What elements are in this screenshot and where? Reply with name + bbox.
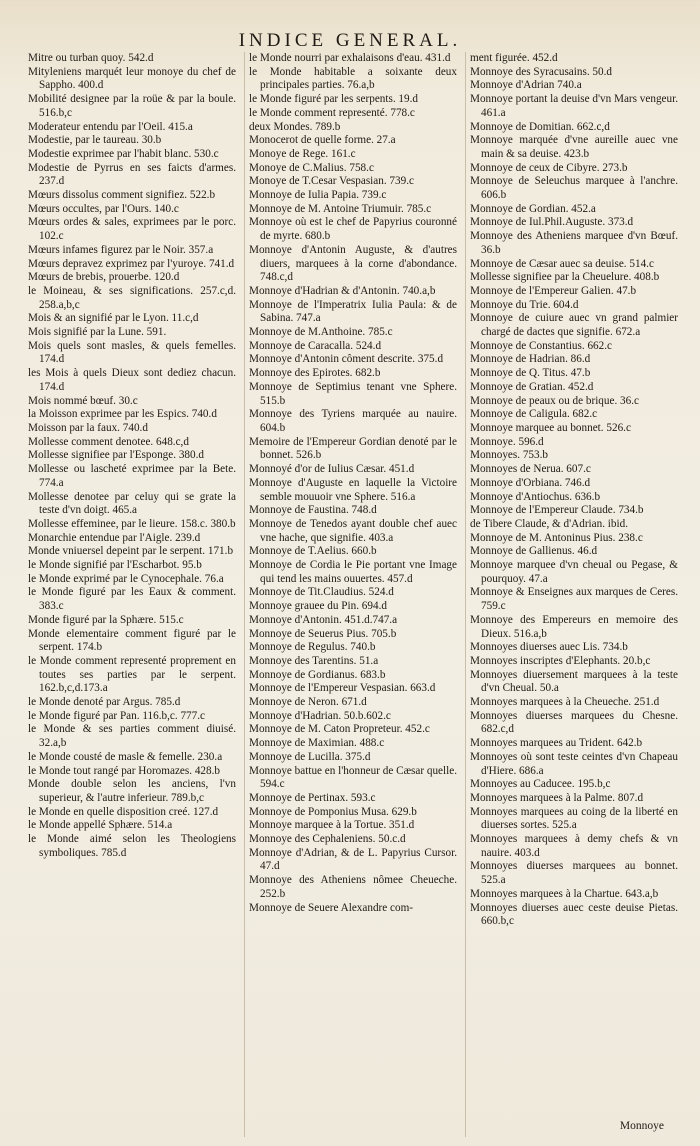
index-entry: Monnoye marquee à la Tortue. 351.d: [249, 819, 415, 832]
index-entry: Monnoye du Trie. 604.d: [470, 298, 579, 311]
index-entry: Monnoye d'Auguste en laquelle la Victoire semble mouuoir vne Sphere. 516.a: [249, 476, 457, 503]
index-entry: Monnoye où est le chef de Papyrius couronné de myrte. 680.b: [249, 216, 457, 243]
index-entry: Mollesse effeminee, par le lieure. 158.c. 380.b: [28, 517, 236, 530]
index-entry: Mois quels sont masles, & quels femelles. 174.d: [28, 339, 236, 366]
index-entry: Monnoye marquee d'vn cheual ou Pegase, & pourquoy. 47.a: [470, 559, 678, 585]
index-entry: Monnoye de Pertinax. 593.c: [249, 791, 376, 804]
index-entry: Monnoye de ceux de Cibyre. 273.b: [470, 161, 628, 174]
index-entry: Monnoye de Domitian. 662.c,d: [470, 120, 610, 133]
index-entry: le Monde exprimé par le Cynocephale. 76.a: [28, 572, 224, 585]
index-entry: Monnoye marquee au bonnet. 526.c: [470, 421, 631, 434]
index-column-left: [28, 52, 236, 1137]
page-title: INDICE GENERAL.: [238, 30, 462, 51]
index-entry: Monde figuré par la Sphære. 515.c: [28, 613, 184, 626]
index-entry: Monnoye de cuiure auec vn grand palmier chargé de dactes que signifie. 672.a: [470, 312, 678, 339]
index-entry: le Monde denoté par Argus. 785.d: [28, 696, 181, 709]
index-entry: Monnoye de M. Antoine Triumuir. 785.c: [249, 202, 432, 215]
index-entry: Monnoye de Gallienus. 46.d: [470, 545, 598, 558]
index-entry: Monnoye de Regulus. 740.b: [249, 641, 376, 654]
index-entry: Monnoye de Iul.Phil.Auguste. 373.d: [470, 216, 634, 229]
index-entry: Memoire de l'Empereur Gordian denoté par le bonnet. 526.b: [249, 435, 457, 462]
index-entry: le Monde & ses parties comment diuisé. 32.a,b: [28, 723, 236, 750]
index-entry: Monnoye de Caracalla. 524.d: [249, 339, 382, 352]
index-entry: Monnoye de Q. Titus. 47.b: [470, 367, 591, 380]
index-entry: Monnoye d'Hadrian & d'Antonin. 740.a,b: [249, 284, 436, 297]
index-entry: le Monde nourri par exhalaisons d'eau. 431.d: [249, 52, 451, 64]
index-entry: Monnoye de M.Anthoine. 785.c: [249, 326, 393, 339]
index-entry: Monnoye de M. Caton Propreteur. 452.c: [249, 723, 430, 736]
index-entry: Monnoyes marquees au coing de la liberté en diuerses sortes. 525.a: [470, 805, 678, 832]
index-entry: de Tibere Claude, & d'Adrian. ibid.: [470, 517, 629, 530]
index-entry: Monnoye de Cæsar auec sa deuise. 514.c: [470, 257, 654, 270]
index-entry: le Monde figuré par les serpents. 19.d: [249, 93, 419, 106]
catchword: Monnoye: [619, 1120, 664, 1132]
index-entry: Monnoye & Enseignes aux marques de Ceres. 759.c: [470, 586, 678, 613]
index-entry: Mœurs de brebis, prouerbe. 120.d: [28, 271, 180, 284]
index-entry: Mois nommé bœuf. 30.c: [28, 394, 138, 407]
index-column-middle: [244, 52, 457, 1137]
index-entry: Monnoye de Neron. 671.d: [249, 696, 367, 709]
index-entry: Monoye de Rege. 161.c: [249, 147, 356, 160]
index-entry: Mois & an signifié par le Lyon. 11.c,d: [28, 312, 199, 325]
index-entry: Mœurs dissolus comment signifiez. 522.b: [28, 189, 216, 202]
index-entry: Mobilité designee par la roüe & par la boule. 516.b,c: [28, 93, 236, 119]
index-entry: Monde double selon les anciens, l'vn superieur, & l'autre inferieur. 789.b,c: [28, 778, 236, 804]
index-entry: Monnoye de l'Imperatrix Iulia Paula: & de Sabina. 747.a: [249, 298, 457, 325]
index-entry: Monnoye de T.Aelius. 660.b: [249, 545, 377, 558]
index-entry: Monarchie entendue par l'Aigle. 239.d: [28, 531, 201, 544]
index-entry: Monnoye des Epirotes. 682.b: [249, 367, 381, 380]
index-entry: Monnoye de Gratian. 452.d: [470, 380, 594, 393]
index-entry: Monnoye de M. Antoninus Pius. 238.c: [470, 531, 643, 544]
index-entry: le Monde comment representé. 778.c: [249, 106, 415, 119]
index-entry: Monnoye de Pomponius Musa. 629.b: [249, 805, 417, 818]
index-entry: le Monde en quelle disposition creé. 127.d: [28, 805, 219, 818]
index-entry: Monnoye de Lucilla. 375.d: [249, 750, 371, 763]
index-entry: Monnoye des Syracusains. 50.d: [470, 65, 613, 78]
index-entry: le Monde figuré par Pan. 116.b,c. 777.c: [28, 709, 205, 722]
index-entry: Monnoye de Constantius. 662.c: [470, 339, 613, 352]
index-entry: Monde elementaire comment figuré par le serpent. 174.b: [28, 627, 236, 654]
index-entry: Monnoye d'Orbiana. 746.d: [470, 476, 591, 489]
index-entry: Monnoye. 596.d: [470, 435, 544, 448]
index-entry: Monnoye de Faustina. 748.d: [249, 504, 377, 517]
index-entry: les Mois à quels Dieux sont dediez chacun. 174.d: [28, 367, 236, 393]
index-entry: Mœurs infames figurez par le Noir. 357.a: [28, 243, 214, 256]
index-entry: Mœurs depravez exprimez par l'yuroye. 741.d: [28, 257, 235, 270]
index-entry: Monnoyes au Caducee. 195.b,c: [470, 778, 611, 791]
index-entry: Monnoyes marquees à la Cheueche. 251.d: [470, 696, 660, 709]
index-entry: Monnoyes. 753.b: [470, 449, 549, 462]
index-entry: Monnoye marquée d'vne aureille auec vne main & sa deuise. 423.b: [470, 134, 678, 160]
index-entry: Mollesse denotee par celuy qui se grate la teste d'vn doigt. 465.a: [28, 490, 236, 517]
index-entry: Monnoye de Tit.Claudius. 524.d: [249, 586, 394, 599]
index-entry: Mœurs occultes, par l'Ours. 140.c: [28, 202, 179, 215]
index-entry: Monnoye des Tarentins. 51.a: [249, 654, 379, 667]
index-entry: Mollesse signifiee par l'Esponge. 380.d: [28, 449, 205, 462]
index-entry: le Monde tout rangé par Horomazes. 428.b: [28, 764, 220, 777]
index-entry: Monnoye de l'Empereur Galien. 47.b: [470, 284, 637, 297]
index-entry: le Monde aimé selon les Theologiens symboliques. 785.d: [28, 833, 236, 859]
index-entry: Monnoye d'Adrian, & de L. Papyrius Cursor. 47.d: [249, 846, 457, 873]
index-entry: Modestie de Pyrrus en ses faicts d'armes. 237.d: [28, 161, 236, 188]
index-entry: Mois signifié par la Lune. 591.: [28, 326, 167, 339]
index-entry: le Monde appellé Sphære. 514.a: [28, 819, 173, 832]
index-entry: Monnoye battue en l'honneur de Cæsar quelle. 594.c: [249, 764, 457, 791]
index-entry: Monnoyes diuerses auec Lis. 734.b: [470, 641, 628, 654]
index-entry: Monoye de C.Malius. 758.c: [249, 161, 374, 174]
index-entry: deux Mondes. 789.b: [249, 120, 341, 133]
index-entry: Monnoye de Caligula. 682.c: [470, 408, 598, 421]
index-entry: Monnoye portant la deuise d'vn Mars vengeur. 461.a: [470, 93, 678, 119]
index-entry: Monnoyes marquees à la Palme. 807.d: [470, 791, 644, 804]
index-entry: Modestie exprimee par l'habit blanc. 530.c: [28, 147, 219, 160]
index-entry: Monnoye de Maximian. 488.c: [249, 737, 385, 750]
index-entry: Monnoye d'Antonin. 451.d.747.a: [249, 613, 398, 626]
index-entry: Monnoye d'Antonin Auguste, & d'autres diuers, marquees à la corne d'abondance. 748.c,d: [249, 243, 457, 284]
index-entry: Monnoye des Empereurs en memoire des Dieux. 516.a,b: [470, 613, 678, 640]
index-entry: Monnoyes inscriptes d'Elephants. 20.b,c: [470, 654, 651, 667]
index-entry: Monnoyé d'or de Iulius Cæsar. 451.d: [249, 463, 415, 476]
index-entry: Monnoye d'Hadrian. 50.b.602.c: [249, 709, 391, 722]
index-entry: le Monde signifié par l'Escharbot. 95.b: [28, 559, 202, 572]
index-entry: Monoye de T.Cesar Vespasian. 739.c: [249, 175, 414, 188]
index-entry: Monnoye de Cordia le Pie portant vne Image qui tend les mains ouuertes. 457.d: [249, 559, 457, 585]
index-entry: Mollesse ou lascheté exprimee par la Bete. 774.a: [28, 463, 236, 489]
index-entry: Mityleniens marquét leur monoye du chef de Sappho. 400.d: [28, 65, 236, 92]
index-entry: le Monde cousté de masle & femelle. 230.a: [28, 750, 223, 763]
index-entry: Monnoye de Tenedos ayant double chef auec vne hache, que signifie. 403.a: [249, 517, 457, 544]
index-entry: Monnoye de Hadrian. 86.d: [470, 353, 591, 366]
index-entry: Monde vniuersel depeint par le serpent. 171.b: [28, 545, 234, 558]
index-entry: Monnoye de Iulia Papia. 739.c: [249, 189, 387, 202]
index-entry: Monnoye de Gordian. 452.a: [470, 202, 596, 215]
index-entry: Monnoye des Atheniens marquee d'vn Bœuf. 36.b: [470, 230, 678, 256]
index-entry: Monnoyes de Nerua. 607.c: [470, 463, 591, 476]
index-entry: Monnoye des Atheniens nômee Cheueche. 252.b: [249, 874, 457, 900]
index-entry: Mœurs ordes & sales, exprimees par le porc. 102.c: [28, 216, 236, 243]
index-entry: la Moisson exprimee par les Espics. 740.d: [28, 408, 217, 421]
index-entry: Monnoye de l'Empereur Vespasian. 663.d: [249, 682, 436, 695]
index-entry: Moisson par la faux. 740.d: [28, 421, 148, 434]
index-entry: Monnoyes diuerses marquees au bonnet. 525.a: [470, 860, 678, 887]
index-entry: le Monde figuré par les Eaux & comment. 383.c: [28, 586, 236, 613]
index-column-right: [465, 52, 678, 1137]
index-columns: [28, 52, 678, 1137]
index-entry: Moderateur entendu par l'Oeil. 415.a: [28, 120, 193, 133]
index-entry: Monnoye de l'Empereur Claude. 734.b: [470, 504, 644, 517]
index-entry: le Monde habitable a soixante deux principales parties. 76.a,b: [249, 65, 457, 92]
index-entry: Monnoyes diuerses auec ceste deuise Pietas. 660.b,c: [470, 901, 678, 928]
index-entry: Monnoye d'Adrian 740.a: [470, 79, 582, 92]
index-entry: Monnoye de Seleuchus marquee à l'anchre. 606.b: [470, 175, 678, 202]
index-entry: Monnoye de Seuerus Pius. 705.b: [249, 627, 397, 640]
index-entry: Mollesse signifiee par la Cheuelure. 408.b: [470, 271, 660, 284]
index-entry: Monnoyes diuersement marquees à la teste d'vn Cheual. 50.a: [470, 668, 678, 695]
index-entry: ment figurée. 452.d: [470, 52, 558, 64]
index-entry: Monnoye de Gordianus. 683.b: [249, 668, 386, 681]
index-entry: Monnoye des Cephaleniens. 50.c.d: [249, 833, 406, 846]
index-entry: le Monde comment representé proprement en toutes ses parties par le serpent. 162.b,c,d.173.a: [28, 654, 236, 695]
index-entry: Monnoye d'Antiochus. 636.b: [470, 490, 601, 503]
index-entry: Modestie, par le taureau. 30.b: [28, 134, 162, 147]
index-entry: Monnoyes marquees au Trident. 642.b: [470, 737, 643, 750]
index-entry: Monnoye des Tyriens marquée au nauire. 604.b: [249, 408, 457, 434]
index-entry: Mitre ou turban quoy. 542.d: [28, 52, 154, 64]
index-entry: Monnoye de Seuere Alexandre com-: [249, 901, 414, 914]
index-entry: Monnoyes diuerses marquees du Chesne. 682.c,d: [470, 709, 678, 736]
index-entry: Mollesse comment denotee. 648.c,d: [28, 435, 189, 448]
index-entry: Monnoye de peaux ou de brique. 36.c: [470, 394, 640, 407]
index-entry: Monnoye d'Antonin côment descrite. 375.d: [249, 353, 444, 366]
index-entry: le Moineau, & ses significations. 257.c,d. 258.a,b,c: [28, 284, 236, 311]
index-entry: Monnoye de Septimius tenant vne Sphere. 515.b: [249, 380, 457, 407]
index-entry: Monnoyes marquees à demy chefs & vn nauire. 403.d: [470, 833, 678, 859]
index-entry: Monocerot de quelle forme. 27.a: [249, 134, 396, 147]
index-entry: Monnoye grauee du Pin. 694.d: [249, 600, 387, 613]
index-entry: Monnoyes marquees à la Chartue. 643.a,b: [470, 887, 659, 900]
index-entry: Monnoyes où sont teste ceintes d'vn Chapeau d'Hiere. 686.a: [470, 750, 678, 777]
